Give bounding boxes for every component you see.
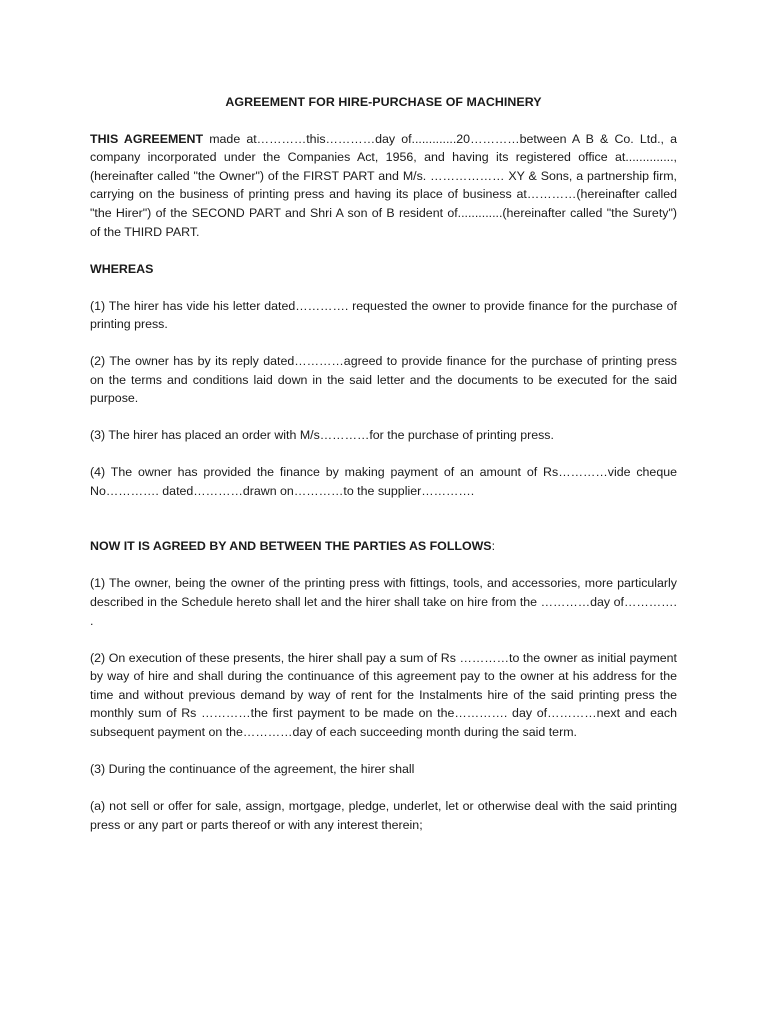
document-title: AGREEMENT FOR HIRE-PURCHASE OF MACHINERY <box>225 95 542 109</box>
intro-lead: THIS AGREEMENT <box>90 131 204 146</box>
whereas-heading: WHEREAS <box>90 261 154 276</box>
document-body <box>90 93 677 853</box>
agreed-item: (2) On execution of these presents, the hirer shall pay a sum of Rs …………to the owner as initial payment by way of hire and shall during the continuance of this agreement pay to the owner at his address for the time and without previous demand by way of rent for the Instalments hire of the said printing press the monthly sum of Rs …………the first payment to be made on the…………. day of…………next and each subsequent payment on the…………day of each succeeding month during the said term. <box>90 650 677 739</box>
intro-paragraph <box>90 130 677 242</box>
agreed-item: (3) During the continuance of the agreement, the hirer shall <box>90 761 415 776</box>
whereas-item: (2) The owner has by its reply dated…………agreed to provide finance for the purchase of printing press on the terms and conditions laid down in the said letter and the documents to be executed for the said purpose. <box>90 354 677 406</box>
whereas-item: (1) The hirer has vide his letter dated…………. requested the owner to provide finance for the purchase of printing press. <box>90 298 677 332</box>
agreed-heading-colon: : <box>491 539 496 554</box>
agreed-item: (a) not sell or offer for sale, assign, mortgage, pledge, underlet, let or otherwise deal with the said printing press or any part or parts thereof or with any interest therein; <box>90 798 677 832</box>
whereas-item: (3) The hirer has placed an order with M/s…………for the purchase of printing press. <box>90 428 554 443</box>
agreed-heading <box>90 537 677 556</box>
agreed-heading-text: NOW IT IS AGREED BY AND BETWEEN THE PARTIES AS FOLLOWS <box>90 539 492 554</box>
agreed-item: (1) The owner, being the owner of the printing press with fittings, tools, and accessories, more particularly described in the Schedule hereto shall let and the hirer shall take on hire from the …………day of…………. . <box>90 576 677 628</box>
whereas-item: (4) The owner has provided the finance by making payment of an amount of Rs…………vide cheque No…………. dated…………drawn on…………to the supplier…………. <box>90 465 677 498</box>
intro-text: made at…………this…………day of.............20…………between A B & Co. Ltd., a company incorporated under the Companies Act, 1956, and having its registered office at.............., (hereinafter called "the Owner") of the FIRST PART and M/s. ……………… XY & Sons, a partnership firm, carrying on the business of printing press and having its place of business at…………(hereinafter called "the Hirer") of the SECOND PART and Shri A son of B resident of.............(hereinafter called "the Surety") of the THIRD PART. <box>90 131 678 239</box>
